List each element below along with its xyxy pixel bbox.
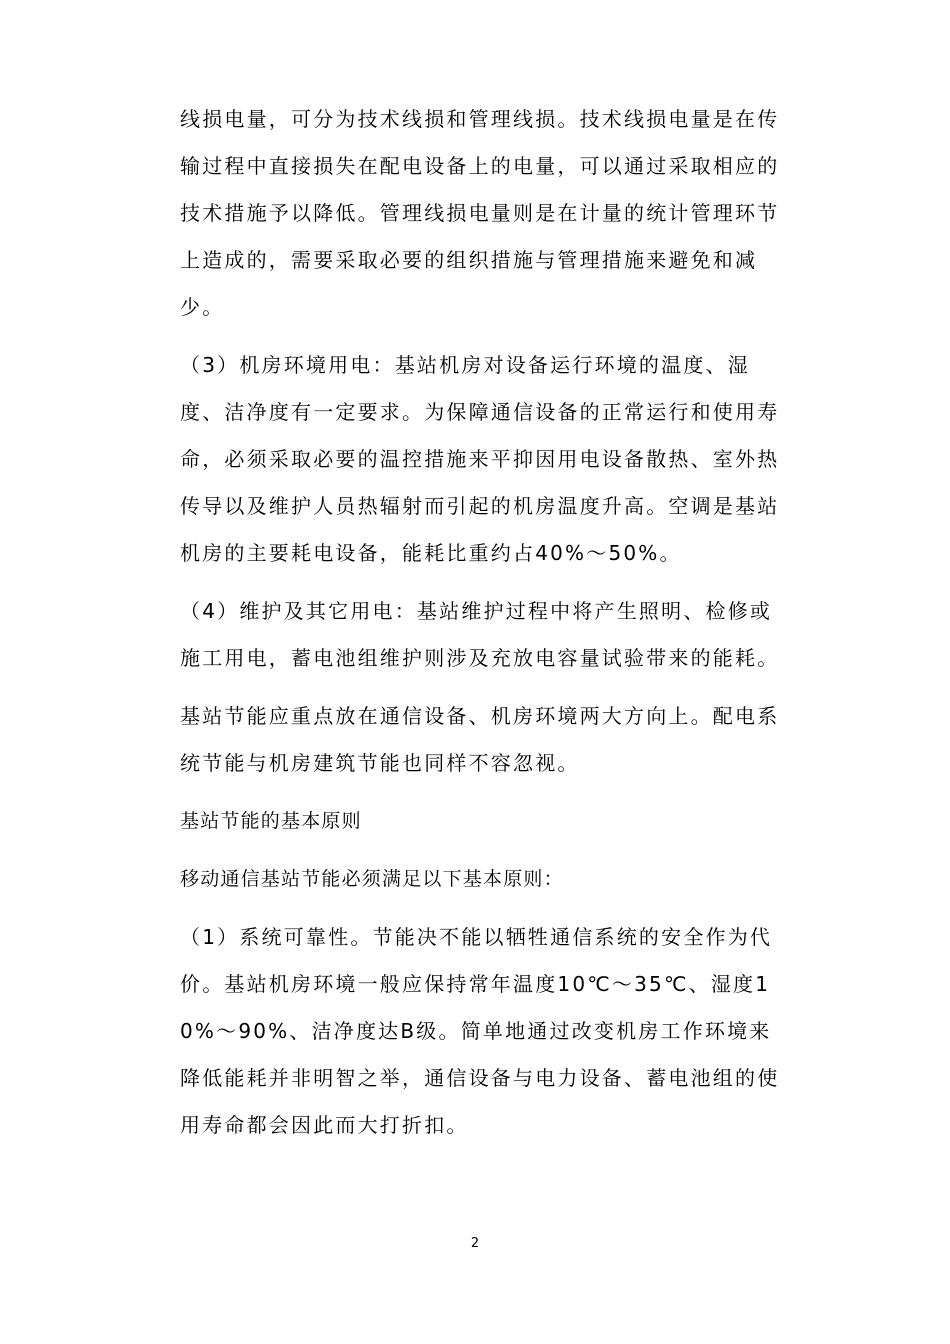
paragraph-system-reliability: （1）系统可靠性。节能决不能以牺牲通信系统的安全作为代价。基站机房环境一般应保持常年温度10℃～35℃、湿度10%～90%、洁净度达B级。简单地通过改变机房工作环境来降低能耗并非明智之举，通信设备与电力设备、蓄电池组的使用寿命都会因此而大打折扣。 [180, 925, 780, 1137]
paragraph-energy-saving-focus: 基站节能应重点放在通信设备、机房环境两大方向上。配电系统节能与机房建筑节能也同样不容忽视。 [180, 704, 780, 775]
paragraph-maintenance-power: （4）维护及其它用电：基站维护过程中将产生照明、检修或施工用电，蓄电池组维护则涉及充放电容量试验带来的能耗。 [180, 599, 780, 670]
section-heading-basic-principles: 基站节能的基本原则 [180, 810, 362, 832]
document-body [180, 96, 780, 1149]
paragraph-principles-intro: 移动通信基站节能必须满足以下基本原则： [180, 868, 564, 890]
paragraph-room-environment-power: （3）机房环境用电：基站机房对设备运行环境的温度、湿度、洁净度有一定要求。为保障通信设备的正常运行和使用寿命，必须采取必要的温控措施来平抑因用电设备散热、室外热传导以及维护人员热辐射而引起的机房温度升高。空调是基站机房的主要耗电设备，能耗比重约占40%～50%。 [180, 353, 780, 565]
paragraph-line-loss: 线损电量，可分为技术线损和管理线损。技术线损电量是在传输过程中直接损失在配电设备上的电量，可以通过采取相应的技术措施予以降低。管理线损电量则是在计量的统计管理环节上造成的，需要采取必要的组织措施与管理措施来避免和减少。 [180, 107, 780, 319]
page-number: 2 [470, 1236, 480, 1251]
